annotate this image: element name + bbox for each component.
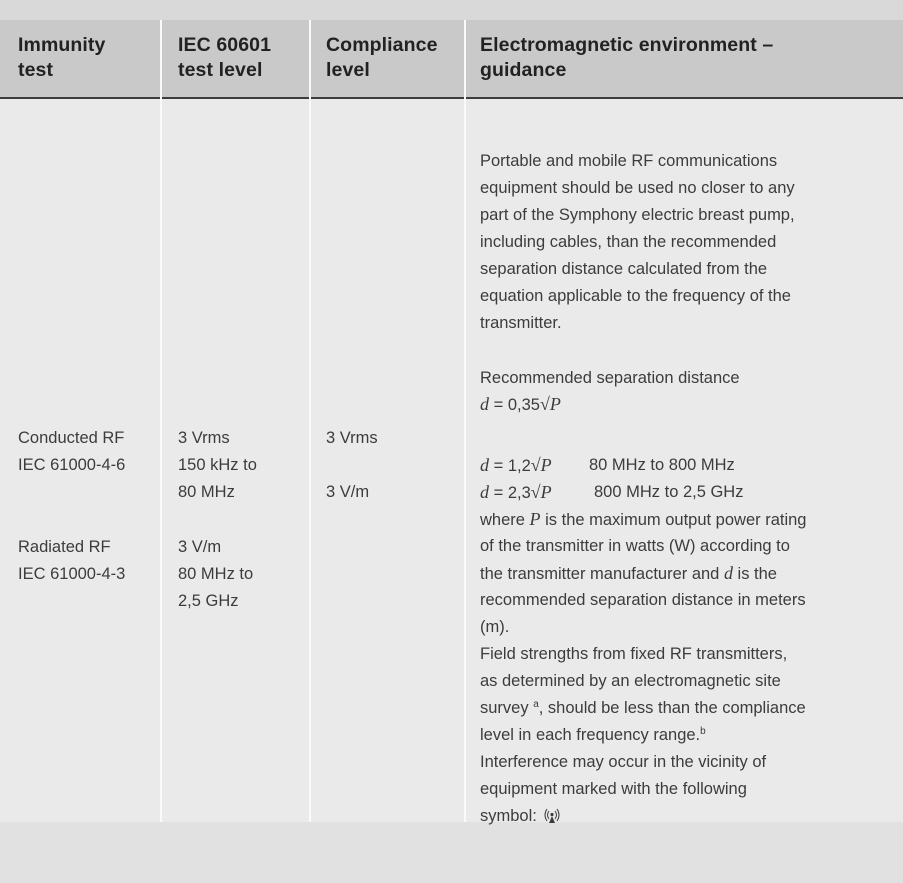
guidance-intro-line: part of the Symphony electric breast pump, xyxy=(480,206,795,224)
symbol-label: symbol: xyxy=(480,807,542,825)
formula-3-range: 800 MHz to 2,5 GHz xyxy=(594,483,744,501)
formula-coef: 0,35 xyxy=(507,396,540,414)
guidance-intro-line: equation applicable to the frequency of the xyxy=(480,287,791,305)
header-line: test level xyxy=(178,59,263,81)
column-divider xyxy=(464,20,466,822)
conducted-test-range: 80 MHz xyxy=(178,483,235,501)
formula-var-p: P xyxy=(549,394,561,414)
header-compliance-level xyxy=(326,33,438,83)
field-line-part: level in each frequency range. xyxy=(480,726,701,744)
formula-var-p: P xyxy=(540,455,552,475)
power-line xyxy=(480,507,806,532)
conducted-test-range: 150 kHz to xyxy=(178,456,257,474)
radiated-test-level: 3 V/m xyxy=(178,538,222,556)
radiated-compliance-level: 3 V/m xyxy=(326,483,370,501)
formula-line-3 xyxy=(480,480,552,505)
formula-2-range: 80 MHz to 800 MHz xyxy=(589,456,735,474)
footnote-a: a xyxy=(533,699,539,710)
recommended-distance-heading: Recommended separation distance xyxy=(480,369,740,387)
header-guidance xyxy=(480,33,773,83)
distance-var: d xyxy=(723,563,733,583)
header-line: Electromagnetic environment – xyxy=(480,34,774,56)
power-line xyxy=(480,561,777,586)
footnote-b: b xyxy=(700,726,706,737)
radiated-test-range: 2,5 GHz xyxy=(178,592,239,610)
conducted-rf-label: Conducted RF xyxy=(18,429,125,447)
power-line-part: is the xyxy=(732,565,777,583)
interference-line: equipment marked with the following xyxy=(480,780,747,798)
field-strength-line: as determined by an electromagnetic site xyxy=(480,672,781,690)
conducted-compliance-level: 3 Vrms xyxy=(326,429,378,447)
formula-eq: = xyxy=(489,457,508,475)
formula-var-d: d xyxy=(480,482,489,502)
guidance-intro-line: including cables, than the recommended xyxy=(480,233,777,251)
column-divider xyxy=(160,20,162,822)
header-line: IEC 60601 xyxy=(178,34,272,56)
formula-eq: = xyxy=(489,484,508,502)
formula-var-d: d xyxy=(480,455,489,475)
sqrt-sign: √ xyxy=(530,482,541,502)
guidance-intro-line: transmitter. xyxy=(480,314,562,332)
formula-var-p: P xyxy=(540,482,552,502)
column-divider xyxy=(309,20,311,822)
radiated-rf-label: Radiated RF xyxy=(18,538,111,556)
power-line: (m). xyxy=(480,618,510,636)
conducted-test-level: 3 Vrms xyxy=(178,429,230,447)
guidance-intro-line: equipment should be used no closer to any xyxy=(480,179,795,197)
field-line-part: , should be less than the compliance xyxy=(538,699,806,717)
guidance-intro-line: separation distance calculated from the xyxy=(480,260,768,278)
header-test-level xyxy=(178,33,271,83)
formula-eq: = xyxy=(489,396,508,414)
formula-coef: 1,2 xyxy=(507,457,531,475)
header-line: Compliance xyxy=(326,34,438,56)
interference-line: Interference may occur in the vicinity of xyxy=(480,753,767,771)
header-line: Immunity xyxy=(18,34,106,56)
field-strength-line xyxy=(480,696,806,720)
where-word: where xyxy=(480,511,530,529)
power-line: recommended separation distance in meters xyxy=(480,591,806,609)
bottom-band xyxy=(0,822,903,883)
sqrt-sign: √ xyxy=(530,455,541,475)
header-line: level xyxy=(326,59,370,81)
table-header xyxy=(0,20,903,99)
field-strength-line xyxy=(480,723,706,747)
formula-line-1 xyxy=(480,392,561,417)
symbol-line xyxy=(480,804,563,833)
formula-var-d: d xyxy=(480,394,489,414)
power-line-part: the transmitter manufacturer and xyxy=(480,565,724,583)
where-rest: is the maximum output power rating xyxy=(540,511,807,529)
field-strength-line: Field strengths from fixed RF transmitters, xyxy=(480,645,788,663)
field-line-part: survey xyxy=(480,699,534,717)
header-line: guidance xyxy=(480,59,567,81)
formula-coef: 2,3 xyxy=(507,484,531,502)
non-ionizing-radiation-icon xyxy=(541,806,563,833)
sqrt-sign: √ xyxy=(539,394,550,414)
radiated-test-range: 80 MHz to xyxy=(178,565,254,583)
top-band xyxy=(0,0,903,20)
power-line: of the transmitter in watts (W) according to xyxy=(480,537,790,555)
formula-line-2 xyxy=(480,453,552,478)
guidance-intro-line: Portable and mobile RF communications xyxy=(480,152,778,170)
conducted-rf-standard: IEC 61000-4-6 xyxy=(18,456,126,474)
header-line: test xyxy=(18,59,54,81)
header-immunity-test xyxy=(18,33,105,83)
radiated-rf-standard: IEC 61000-4-3 xyxy=(18,565,126,583)
power-var: P xyxy=(529,509,541,529)
